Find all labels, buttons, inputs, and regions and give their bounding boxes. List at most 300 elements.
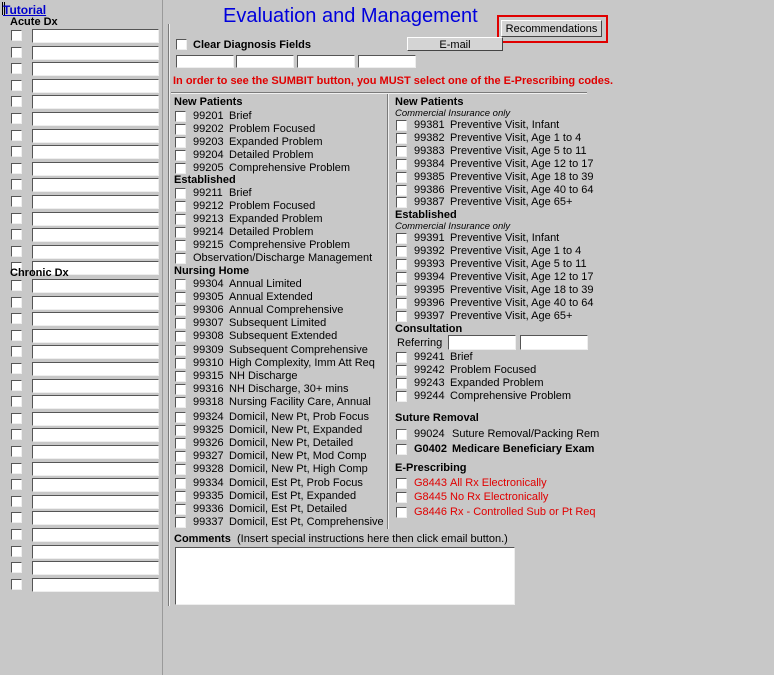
chronic-dx-row: [10, 462, 160, 475]
mid-established-checkbox[interactable]: [175, 201, 186, 212]
diagnosis-panel: [0, 0, 163, 675]
mid-new-patient-checkbox[interactable]: [175, 163, 186, 174]
suture-removal-code: 99024: [414, 428, 445, 440]
chronic-dx-title: Chronic Dx: [10, 267, 69, 279]
mid-established-label: [193, 187, 252, 199]
nursing-home-code: 99308: [193, 330, 224, 343]
preventive-new-checkbox[interactable]: [396, 159, 407, 170]
nursing-home-code: 99305: [193, 291, 224, 304]
preventive-established-checkbox[interactable]: [396, 272, 407, 283]
chronic-dx-field[interactable]: [32, 495, 159, 509]
preventive-new-checkbox[interactable]: [396, 120, 407, 131]
acute-dx-checkbox[interactable]: [11, 229, 22, 240]
preventive-new-checkbox[interactable]: [396, 146, 407, 157]
nursing-home-label: [193, 330, 337, 342]
domicil-checkbox[interactable]: [175, 517, 186, 528]
e-prescribing-description: No Rx Electronically: [450, 491, 549, 504]
preventive-established-code: 99394: [414, 271, 445, 283]
chronic-dx-checkbox[interactable]: [11, 546, 22, 557]
chronic-dx-field[interactable]: [32, 296, 159, 310]
referring-field-2[interactable]: [520, 335, 588, 350]
preventive-new-subtitle: Commercial Insurance only: [395, 108, 511, 119]
consultation-description: Comprehensive Problem: [450, 390, 572, 403]
preventive-new-checkbox[interactable]: [396, 172, 407, 183]
domicil-description: Domicil, Est Pt, Comprehensive: [229, 515, 384, 528]
acute-dx-row: [10, 178, 160, 191]
domicil-code: 99324: [193, 411, 224, 423]
acute-dx-field[interactable]: [32, 195, 159, 209]
consultation-description: Brief: [450, 351, 473, 363]
mid-new-patient-checkbox[interactable]: [175, 111, 186, 122]
nursing-home-code: 99307: [193, 317, 224, 330]
clear-diagnosis-checkbox[interactable]: [176, 39, 187, 50]
chronic-dx-row: [10, 395, 160, 408]
acute-dx-checkbox[interactable]: [11, 179, 22, 190]
preventive-established-checkbox[interactable]: [396, 259, 407, 270]
mid-new-patient-checkbox[interactable]: [175, 150, 186, 161]
chronic-dx-checkbox[interactable]: [11, 579, 22, 590]
domicil-label: [193, 424, 362, 436]
domicil-checkbox[interactable]: [175, 412, 186, 423]
nursing-home-description: Subsequent Extended: [229, 330, 338, 343]
acute-dx-checkbox[interactable]: [11, 246, 22, 257]
acute-dx-field[interactable]: [32, 145, 159, 159]
preventive-new-label: [414, 171, 594, 183]
column-divider: [387, 92, 389, 529]
preventive-new-code: 99385: [414, 170, 445, 183]
acute-dx-row: [10, 79, 160, 92]
nursing-home-code: 99306: [193, 304, 224, 317]
acute-dx-checkbox[interactable]: [11, 146, 22, 157]
comments-header: [174, 533, 508, 545]
suture-removal-label: [414, 443, 594, 455]
domicil-checkbox[interactable]: [175, 491, 186, 502]
acute-dx-row: [10, 62, 160, 75]
suture-removal-description: Suture Removal/Packing Rem: [452, 428, 600, 440]
mid-established-checkbox[interactable]: [175, 253, 186, 264]
e-prescribing-checkbox[interactable]: [396, 478, 407, 489]
preventive-established-subtitle: Commercial Insurance only: [395, 221, 511, 232]
nursing-home-code: 99318: [193, 395, 224, 408]
chronic-dx-row: [10, 279, 160, 292]
nursing-home-code: 99315: [193, 369, 224, 382]
comments-hint: (Insert special instructions here then click email button.): [236, 533, 508, 545]
e-prescribing-code: G8443: [414, 477, 448, 489]
consultation-code: 99242: [414, 364, 445, 377]
referring-field-1[interactable]: [448, 335, 516, 350]
domicil-checkbox[interactable]: [175, 504, 186, 515]
chronic-dx-checkbox[interactable]: [11, 413, 22, 424]
domicil-label: [193, 437, 353, 449]
domicil-label: [193, 516, 384, 528]
mid-new-patient-description: Brief: [229, 110, 252, 122]
acute-dx-row: [10, 129, 160, 142]
consultation-label: [414, 377, 544, 389]
acute-dx-field[interactable]: [32, 162, 159, 176]
mid-established-description: Expanded Problem: [229, 212, 323, 225]
mid-new-patient-description: Detailed Problem: [229, 148, 314, 161]
nursing-home-description: Annual Comprehensive: [229, 304, 344, 317]
domicil-description: Domicil, New Pt, Prob Focus: [229, 411, 369, 423]
mid-new-patient-code: 99203: [193, 135, 224, 148]
domicil-description: Domicil, New Pt, Detailed: [229, 437, 354, 450]
domicil-code: 99325: [193, 424, 224, 437]
header-field-4[interactable]: [358, 55, 416, 68]
chronic-dx-row: [10, 379, 160, 392]
mid-new-patient-label: [193, 110, 252, 122]
domicil-label: [193, 503, 347, 515]
chronic-dx-checkbox[interactable]: [11, 496, 22, 507]
nursing-home-checkbox[interactable]: [175, 345, 186, 356]
preventive-new-checkbox[interactable]: [396, 133, 407, 144]
nursing-home-checkbox[interactable]: [175, 305, 186, 316]
email-button[interactable]: E-mail: [407, 37, 503, 51]
nursing-home-code: 99304: [193, 278, 224, 290]
preventive-new-checkbox[interactable]: [396, 197, 407, 208]
comments-textarea[interactable]: [175, 547, 515, 605]
mid-established-label: [193, 213, 323, 225]
chronic-dx-field[interactable]: [32, 345, 159, 359]
tutorial-link[interactable]: Tutorial: [3, 3, 47, 17]
nursing-home-label: [193, 278, 302, 290]
preventive-established-description: Preventive Visit, Age 1 to 4: [450, 245, 582, 257]
mid-established-code: 99211: [193, 187, 223, 199]
consultation-code: 99241: [414, 351, 445, 363]
preventive-new-code: 99383: [414, 144, 445, 157]
domicil-description: Domicil, New Pt, High Comp: [229, 463, 368, 476]
acute-dx-title: Acute Dx: [10, 16, 58, 28]
nursing-home-description: Subsequent Limited: [229, 317, 327, 330]
preventive-established-description: Preventive Visit, Age 65+: [450, 310, 573, 322]
domicil-checkbox[interactable]: [175, 438, 186, 449]
consultation-checkbox[interactable]: [396, 391, 407, 402]
nursing-home-checkbox[interactable]: [175, 358, 186, 369]
preventive-new-label: [414, 158, 594, 170]
acute-dx-checkbox[interactable]: [11, 213, 22, 224]
chronic-dx-checkbox[interactable]: [11, 463, 22, 474]
preventive-established-description: Preventive Visit, Infant: [450, 232, 560, 244]
chronic-dx-field[interactable]: [32, 329, 159, 343]
chronic-dx-row: [10, 412, 160, 425]
e-prescribing-code: G8445: [414, 491, 448, 504]
preventive-new-description: Preventive Visit, Age 12 to 17: [450, 157, 594, 170]
recommendations-button[interactable]: Recommendations: [501, 20, 602, 37]
mid-established-code: 99213: [193, 212, 224, 225]
acute-dx-row: [10, 29, 160, 42]
preventive-new-description: Preventive Visit, Age 40 to 64: [450, 183, 594, 196]
chronic-dx-field[interactable]: [32, 428, 159, 442]
preventive-established-checkbox[interactable]: [396, 285, 407, 296]
e-prescribing-description: Rx - Controlled Sub or Pt Req: [450, 505, 596, 518]
chronic-dx-checkbox[interactable]: [11, 363, 22, 374]
chronic-dx-row: [10, 345, 160, 358]
preventive-new-label: [414, 184, 594, 196]
chronic-dx-checkbox[interactable]: [11, 280, 22, 291]
chronic-dx-checkbox[interactable]: [11, 479, 22, 490]
nursing-home-description: NH Discharge, 30+ mins: [229, 382, 349, 395]
chronic-dx-field[interactable]: [32, 511, 159, 525]
mid-new-patient-description: Comprehensive Problem: [229, 161, 351, 174]
domicil-label: [193, 411, 369, 423]
acute-dx-checkbox[interactable]: [11, 63, 22, 74]
preventive-new-label: [414, 132, 581, 144]
mid-new-patient-label: [193, 162, 350, 174]
domicil-code: 99327: [193, 450, 224, 463]
domicil-description: Domicil, New Pt, Mod Comp: [229, 450, 367, 463]
acute-dx-row: [10, 112, 160, 125]
suture-removal-checkbox[interactable]: [396, 444, 407, 455]
comments-title: Comments: [174, 533, 231, 545]
chronic-dx-field[interactable]: [32, 561, 159, 575]
preventive-established-checkbox[interactable]: [396, 246, 407, 257]
nursing-home-checkbox[interactable]: [175, 384, 186, 395]
acute-dx-checkbox[interactable]: [11, 30, 22, 41]
chronic-dx-field[interactable]: [32, 312, 159, 326]
consultation-checkbox[interactable]: [396, 378, 407, 389]
preventive-new-checkbox[interactable]: [396, 185, 407, 196]
referring-label: Referring: [397, 337, 443, 349]
preventive-established-code: 99391: [414, 232, 445, 244]
page-title: Evaluation and Management: [223, 5, 478, 27]
preventive-established-description: Preventive Visit, Age 12 to 17: [450, 271, 594, 283]
consultation-label: [414, 351, 473, 363]
suture-removal-code: G0402: [414, 442, 448, 455]
acute-dx-field[interactable]: [32, 46, 159, 60]
acute-dx-row: [10, 228, 160, 241]
chronic-dx-field[interactable]: [32, 395, 159, 409]
acute-dx-field[interactable]: [32, 178, 159, 192]
chronic-dx-row: [10, 296, 160, 309]
chronic-dx-field[interactable]: [32, 445, 159, 459]
acute-dx-row: [10, 95, 160, 108]
domicil-checkbox[interactable]: [175, 425, 186, 436]
suture-removal-description: Medicare Beneficiary Exam: [452, 442, 595, 455]
preventive-established-code: 99396: [414, 297, 445, 309]
chronic-dx-checkbox[interactable]: [11, 297, 22, 308]
preventive-new-code: 99381: [414, 119, 445, 131]
consultation-checkbox[interactable]: [396, 352, 407, 363]
preventive-established-code: 99392: [414, 245, 445, 257]
preventive-new-label: [414, 145, 587, 157]
consultation-label: [414, 364, 536, 376]
e-prescribing-checkbox[interactable]: [396, 507, 407, 518]
chronic-dx-field[interactable]: [32, 528, 159, 542]
chronic-dx-checkbox[interactable]: [11, 396, 22, 407]
chronic-dx-checkbox[interactable]: [11, 512, 22, 523]
acute-dx-field[interactable]: [32, 79, 159, 93]
domicil-code: 99326: [193, 437, 224, 450]
domicil-checkbox[interactable]: [175, 464, 186, 475]
nursing-home-label: [193, 383, 349, 395]
mid-new-patient-label: [193, 123, 315, 135]
preventive-established-checkbox[interactable]: [396, 311, 407, 322]
domicil-label: [193, 463, 368, 475]
nursing-home-label: [193, 344, 368, 356]
mid-new-patient-label: [193, 149, 313, 161]
preventive-new-description: Preventive Visit, Age 18 to 39: [450, 170, 594, 183]
acute-dx-field[interactable]: [32, 112, 159, 126]
acute-dx-row: [10, 245, 160, 258]
chronic-dx-checkbox[interactable]: [11, 429, 22, 440]
chronic-dx-checkbox[interactable]: [11, 562, 22, 573]
e-prescribing-checkbox[interactable]: [396, 492, 407, 503]
chronic-dx-row: [10, 478, 160, 491]
nursing-home-label: [193, 370, 297, 382]
header-divider: [171, 92, 587, 94]
acute-dx-checkbox[interactable]: [11, 196, 22, 207]
nursing-home-label: [193, 304, 343, 316]
e-prescribing-title: E-Prescribing: [395, 462, 467, 474]
domicil-description: Domicil, Est Pt, Detailed: [229, 502, 347, 515]
acute-dx-checkbox[interactable]: [11, 113, 22, 124]
domicil-checkbox[interactable]: [175, 451, 186, 462]
preventive-established-label: [414, 284, 594, 296]
mid-established-description: Problem Focused: [229, 199, 316, 212]
preventive-established-description: Preventive Visit, Age 40 to 64: [450, 297, 594, 309]
acute-dx-row: [10, 195, 160, 208]
chronic-dx-field[interactable]: [32, 362, 159, 376]
preventive-established-label: [414, 271, 594, 283]
mid-new-patient-code: 99201: [193, 110, 224, 122]
nursing-home-label: [193, 396, 371, 408]
preventive-new-code: 99382: [414, 131, 445, 144]
chronic-dx-row: [10, 428, 160, 441]
clear-diagnosis-label: Clear Diagnosis Fields: [193, 39, 311, 51]
e-prescribing-code: G8446: [414, 505, 448, 518]
preventive-established-code: 99397: [414, 310, 445, 322]
header-field-3[interactable]: [297, 55, 355, 68]
domicil-label: [193, 477, 363, 489]
acute-dx-field[interactable]: [32, 62, 159, 76]
preventive-new-description: Preventive Visit, Age 1 to 4: [450, 131, 582, 144]
domicil-code: 99336: [193, 502, 224, 515]
preventive-new-label: [414, 119, 559, 131]
preventive-new-code: 99387: [414, 196, 445, 209]
nursing-home-description: High Complexity, Imm Att Req: [229, 356, 375, 369]
nursing-home-code: 99309: [193, 343, 224, 356]
e-prescribing-label: [414, 491, 548, 503]
chronic-dx-field[interactable]: [32, 545, 159, 559]
acute-dx-checkbox[interactable]: [11, 130, 22, 141]
acute-dx-field[interactable]: [32, 129, 159, 143]
acute-dx-checkbox[interactable]: [11, 47, 22, 58]
chronic-dx-checkbox[interactable]: [11, 313, 22, 324]
preventive-established-checkbox[interactable]: [396, 298, 407, 309]
chronic-dx-checkbox[interactable]: [11, 346, 22, 357]
preventive-established-label: [414, 310, 572, 322]
mid-established-code: 99214: [193, 225, 224, 238]
header-field-1[interactable]: [176, 55, 234, 68]
preventive-established-code: 99395: [414, 284, 445, 296]
chronic-dx-row: [10, 561, 160, 574]
mid-established-label: [193, 239, 350, 251]
chronic-dx-row: [10, 329, 160, 342]
acute-dx-field[interactable]: [32, 245, 159, 259]
acute-dx-checkbox[interactable]: [11, 96, 22, 107]
acute-dx-checkbox[interactable]: [11, 163, 22, 174]
acute-dx-field[interactable]: [32, 228, 159, 242]
e-prescribing-label: [414, 477, 547, 489]
acute-dx-row: [10, 145, 160, 158]
mid-established-checkbox[interactable]: [175, 214, 186, 225]
header-field-2[interactable]: [236, 55, 294, 68]
consultation-description: Problem Focused: [450, 364, 537, 377]
chronic-dx-field[interactable]: [32, 578, 159, 592]
chronic-dx-row: [10, 511, 160, 524]
chronic-dx-field[interactable]: [32, 279, 159, 293]
suture-removal-checkbox[interactable]: [396, 429, 407, 440]
mid-new-patient-checkbox[interactable]: [175, 124, 186, 135]
suture-removal-title: Suture Removal: [395, 412, 479, 424]
chronic-dx-field[interactable]: [32, 379, 159, 393]
mid-established-description: Brief: [229, 187, 252, 199]
chronic-dx-checkbox[interactable]: [11, 446, 22, 457]
preventive-established-description: Preventive Visit, Age 18 to 39: [450, 284, 594, 296]
mid-new-patient-description: Expanded Problem: [229, 135, 323, 148]
domicil-code: 99337: [193, 515, 224, 528]
e-prescribing-label: [414, 506, 596, 518]
preventive-new-description: Preventive Visit, Infant: [450, 119, 560, 131]
chronic-dx-checkbox[interactable]: [11, 330, 22, 341]
nursing-home-description: Subsequent Comprehensive: [229, 343, 368, 356]
nursing-home-checkbox[interactable]: [175, 292, 186, 303]
acute-dx-checkbox[interactable]: [11, 80, 22, 91]
nursing-home-checkbox[interactable]: [175, 371, 186, 382]
mid-new-patient-code: 99205: [193, 161, 224, 174]
chronic-dx-row: [10, 495, 160, 508]
nursing-home-title: Nursing Home: [174, 265, 250, 277]
nursing-home-code: 99310: [193, 356, 224, 369]
chronic-dx-field[interactable]: [32, 478, 159, 492]
preventive-established-label: [414, 245, 581, 257]
chronic-dx-checkbox[interactable]: [11, 380, 22, 391]
consultation-checkbox[interactable]: [396, 365, 407, 376]
domicil-label: [193, 450, 367, 462]
established-title: Established: [174, 174, 236, 186]
chronic-dx-field[interactable]: [32, 412, 159, 426]
mid-established-checkbox[interactable]: [175, 188, 186, 199]
mid-new-patient-code: 99202: [193, 122, 224, 135]
consultation-description: Expanded Problem: [450, 377, 544, 390]
chronic-dx-checkbox[interactable]: [11, 529, 22, 540]
mid-established-label: [193, 226, 313, 238]
nursing-home-checkbox[interactable]: [175, 279, 186, 290]
acute-dx-field[interactable]: [32, 95, 159, 109]
nursing-home-checkbox[interactable]: [175, 397, 186, 408]
acute-dx-field[interactable]: [32, 29, 159, 43]
domicil-description: Domicil, New Pt, Expanded: [229, 424, 363, 437]
nursing-home-label: [193, 317, 326, 329]
nursing-home-checkbox[interactable]: [175, 318, 186, 329]
mid-established-checkbox[interactable]: [175, 240, 186, 251]
acute-dx-field[interactable]: [32, 212, 159, 226]
mid-new-patient-checkbox[interactable]: [175, 137, 186, 148]
nursing-home-checkbox[interactable]: [175, 331, 186, 342]
domicil-checkbox[interactable]: [175, 478, 186, 489]
mid-established-description: Detailed Problem: [229, 225, 314, 238]
preventive-established-checkbox[interactable]: [396, 233, 407, 244]
preventive-new-code: 99384: [414, 157, 445, 170]
acute-dx-row: [10, 46, 160, 59]
mid-established-checkbox[interactable]: [175, 227, 186, 238]
preventive-established-title: Established: [395, 209, 457, 221]
mid-new-patient-label: [193, 136, 323, 148]
consultation-code: 99243: [414, 377, 445, 390]
chronic-dx-field[interactable]: [32, 462, 159, 476]
preventive-established-label: [414, 258, 587, 270]
nursing-home-description: Annual Limited: [229, 278, 302, 290]
nursing-home-description: Annual Extended: [229, 291, 313, 304]
